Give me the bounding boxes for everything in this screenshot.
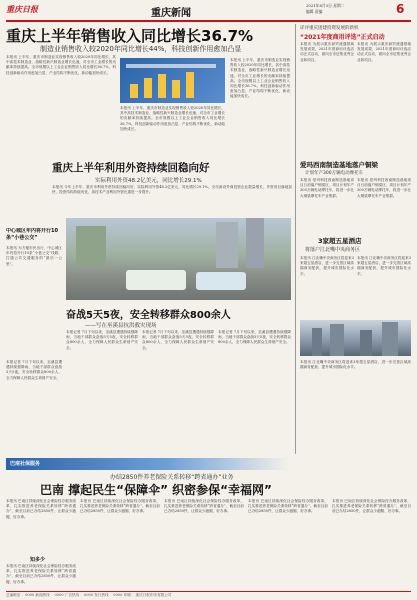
body-sales-revenue-mid: 本报讯 上半年，重庆市制造业实现销售收入较2020年同比增长，其中高技术制造业、战略性新兴制造业增长迅速，对全市工业增长的贡献率持续提高。全市规模以上工业企业销售收入同比增长36.7%，科技创新驱动作用愈加凸显，产业结构不断优化，新动能加快成长。 xyxy=(120,106,225,131)
photo-hotel-skyline xyxy=(300,320,411,356)
body-banan-col1b: 本报讯 巴南区持续深化社会保险经办服务改革，扎实推进养老保险关系转移“跨省通办”，截至目前已办结2850件，让群众少跑腿、好办事。 xyxy=(6,564,76,584)
body-commercial-selection-a: 本报讯 为展示重庆商贸流通领域发展成果，2021年度商用评选活动正式启动，面向全市征集优秀企业和项目。 xyxy=(300,42,354,62)
footer-line: 总编辑室 ：0000 新闻热线 ：0000 广告热线 ：0000 发行热线 ：0000 印刷 ：重庆日报印务有限公司 xyxy=(6,593,172,597)
kicker-banan-insurance: 办结2850件养老保险关系转移“跨省通办”业务 xyxy=(110,474,234,481)
headline-flood-rescue: 奋战5天5夜，安全转移群众800余人 xyxy=(66,310,231,321)
body-flood-col1: 本报记者 7月下旬以来，巫溪县遭遇持续强降雨，当地干部群众奋战5天5夜，安全转移群众800余人，全力保障人民群众生命财产安全。 xyxy=(66,330,138,350)
column-divider xyxy=(295,24,296,454)
headline-banan-insurance: 巴南 撑起民生“保障伞” 织密参保“幸福网” xyxy=(40,483,272,497)
body-banan-col2: 本报讯 巴南区持续深化社会保险经办服务改革，扎实推进养老保险关系转移“跨省通办”，截至目前已办结2850件，让群众少跑腿、好办事。 xyxy=(80,499,160,514)
kicker-commercial-selection: 详评重庆团建投资发展的新机 xyxy=(300,26,359,31)
body-flood-left: 本报记者 7月下旬以来，巫溪县遭遇持续强降雨，当地干部群众奋战5天5夜，安全转移群众800余人，全力保障人民群众生命财产安全。 xyxy=(6,360,62,380)
sidebar-bottom-label: 知多少 xyxy=(30,557,46,563)
banner-strip xyxy=(6,458,411,470)
body-hotels-c: 本报讯 江北嘴中央商务区将迎来3家超五星酒店，进一步完善区域高端商务配套，提升城市国际化水平。 xyxy=(300,360,411,370)
body-flood-col2: 本报记者 7月下旬以来，巫溪县遭遇持续强降雨，当地干部群众奋战5天5夜，安全转移群众800余人，全力保障人民群众生命财产安全。 xyxy=(142,330,214,350)
photo-city-bus xyxy=(66,218,291,300)
subhead-hotels: 将落户江北嘴中央商务区 xyxy=(305,247,361,253)
headline-sales-revenue: 重庆上半年销售收入同比增长36.7% xyxy=(6,27,254,45)
section-title: 重庆新闻 xyxy=(151,8,191,19)
body-banan-col4: 本报讯 巴南区持续深化社会保险经办服务改革，扎实推进养老保险关系转移“跨省通办”，截至目前已办结2850件，让群众少跑腿、好办事。 xyxy=(248,499,328,514)
headline-hotels: 3家超五星酒店 xyxy=(318,237,362,245)
subhead-flood-rescue: ——写在巫溪县抗洪救灾现场 xyxy=(85,323,157,329)
masthead-rule xyxy=(6,20,411,22)
body-aima-base-a: 本报讯 爱玛科技西南制造基地项目日前落户铜梁区，项目计划年产300万辆电动摩托车，将进一步壮大铜梁摩托车产业集群。 xyxy=(300,178,354,198)
body-banan-col3: 本报讯 巴南区持续深化社会保险经办服务改革，扎实推进养老保险关系转移“跨省通办”，截至目前已办结2850件，让群众少跑腿、好办事。 xyxy=(164,499,244,514)
headline-commercial-selection: “2021年度商用评选”正式启动 xyxy=(300,34,385,41)
paper-logo: 重庆日报 xyxy=(6,4,38,14)
masthead xyxy=(6,2,411,20)
body-banan-col5: 本报讯 巴南区持续深化社会保险经办服务改革，扎实推进养老保险关系转移“跨省通办”，截至目前已办结2850件，让群众少跑腿、好办事。 xyxy=(332,499,411,514)
page-number: 6 xyxy=(396,2,405,16)
headline-alley-bus: 中心城区年内将开行10条“小巷公交” xyxy=(6,228,58,241)
chart-graphic-sales xyxy=(120,58,225,103)
body-commercial-selection-b: 本报讯 为展示重庆商贸流通领域发展成果，2021年度商用评选活动正式启动，面向全市征集优秀企业和项目。 xyxy=(357,42,411,62)
date-line: 2021年8月3日 星期二 xyxy=(306,3,345,8)
subhead-sales-revenue: 制造业销售收入较2020年同比增长44%，科技创新作用愈加凸显 xyxy=(40,45,242,53)
banner-label: 巴南社保服务 xyxy=(10,461,41,467)
body-banan-col1: 本报讯 巴南区持续深化社会保险经办服务改革，扎实推进养老保险关系转移“跨省通办”，截至目前已办结2850件，让群众少跑腿、好办事。 xyxy=(6,499,76,519)
editor-line: 编辑 责编 xyxy=(306,9,323,14)
body-flood-col3: 本报记者 7月下旬以来，巫溪县遭遇持续强降雨，当地干部群众奋战5天5夜，安全转移群众800余人，全力保障人民群众生命财产安全。 xyxy=(218,330,291,345)
body-sales-revenue-left: 本报讯 上半年，重庆市制造业实现销售收入较2020年同比增长，其中高技术制造业、战略性新兴制造业增长迅速，对全市工业增长的贡献率持续提高。全市规模以上工业企业销售收入同比增长36.7%，科技创新驱动作用愈加凸显，产业结构不断优化，新动能加快成长。 xyxy=(6,55,116,75)
footer-rule xyxy=(6,591,411,592)
subhead-aima-base: 计划年产300万辆电动摩托车 xyxy=(305,171,364,176)
body-hotels-a: 本报讯 江北嘴中央商务区将迎来3家超五星酒店，进一步完善区域高端商务配套，提升城市国际化水平。 xyxy=(300,256,354,276)
body-foreign-investment: 本报讯 今年上半年，重庆市利用外资持续回稳向好，实际利用外资48.2亿美元，同比增长29.1%。全市新设外商投资企业数量增长，外资项目落地加快，投资结构持续优化，高技术产业利用外资比重进一步提升。 xyxy=(52,185,292,195)
headline-foreign-investment: 重庆上半年利用外资持续回稳向好 xyxy=(52,162,210,174)
body-sales-revenue-right: 本报讯 上半年，重庆市制造业实现销售收入较2020年同比增长，其中高技术制造业、战略性新兴制造业增长迅速，对全市工业增长的贡献率持续提高。全市规模以上工业企业销售收入同比增长36.7%，科技创新驱动作用愈加凸显，产业结构不断优化，新动能加快成长。 xyxy=(230,58,290,99)
body-alley-bus: 本报讯 为方便市民出行，中心城区年内将开行10条“小巷公交”线路，打通公共交通服务的“最后一公里”。 xyxy=(6,246,62,266)
body-hotels-b: 本报讯 江北嘴中央商务区将迎来3家超五星酒店，进一步完善区域高端商务配套，提升城市国际化水平。 xyxy=(357,256,411,276)
body-aima-base-b: 本报讯 爱玛科技西南制造基地项目日前落户铜梁区，项目计划年产300万辆电动摩托车，将进一步壮大铜梁摩托车产业集群。 xyxy=(357,178,411,198)
headline-aima-base: 爱玛西南制造基地落户铜梁 xyxy=(300,161,378,169)
subhead-foreign-investment: 实际利用外资48.2亿美元，同比增长29.1% xyxy=(95,178,202,184)
